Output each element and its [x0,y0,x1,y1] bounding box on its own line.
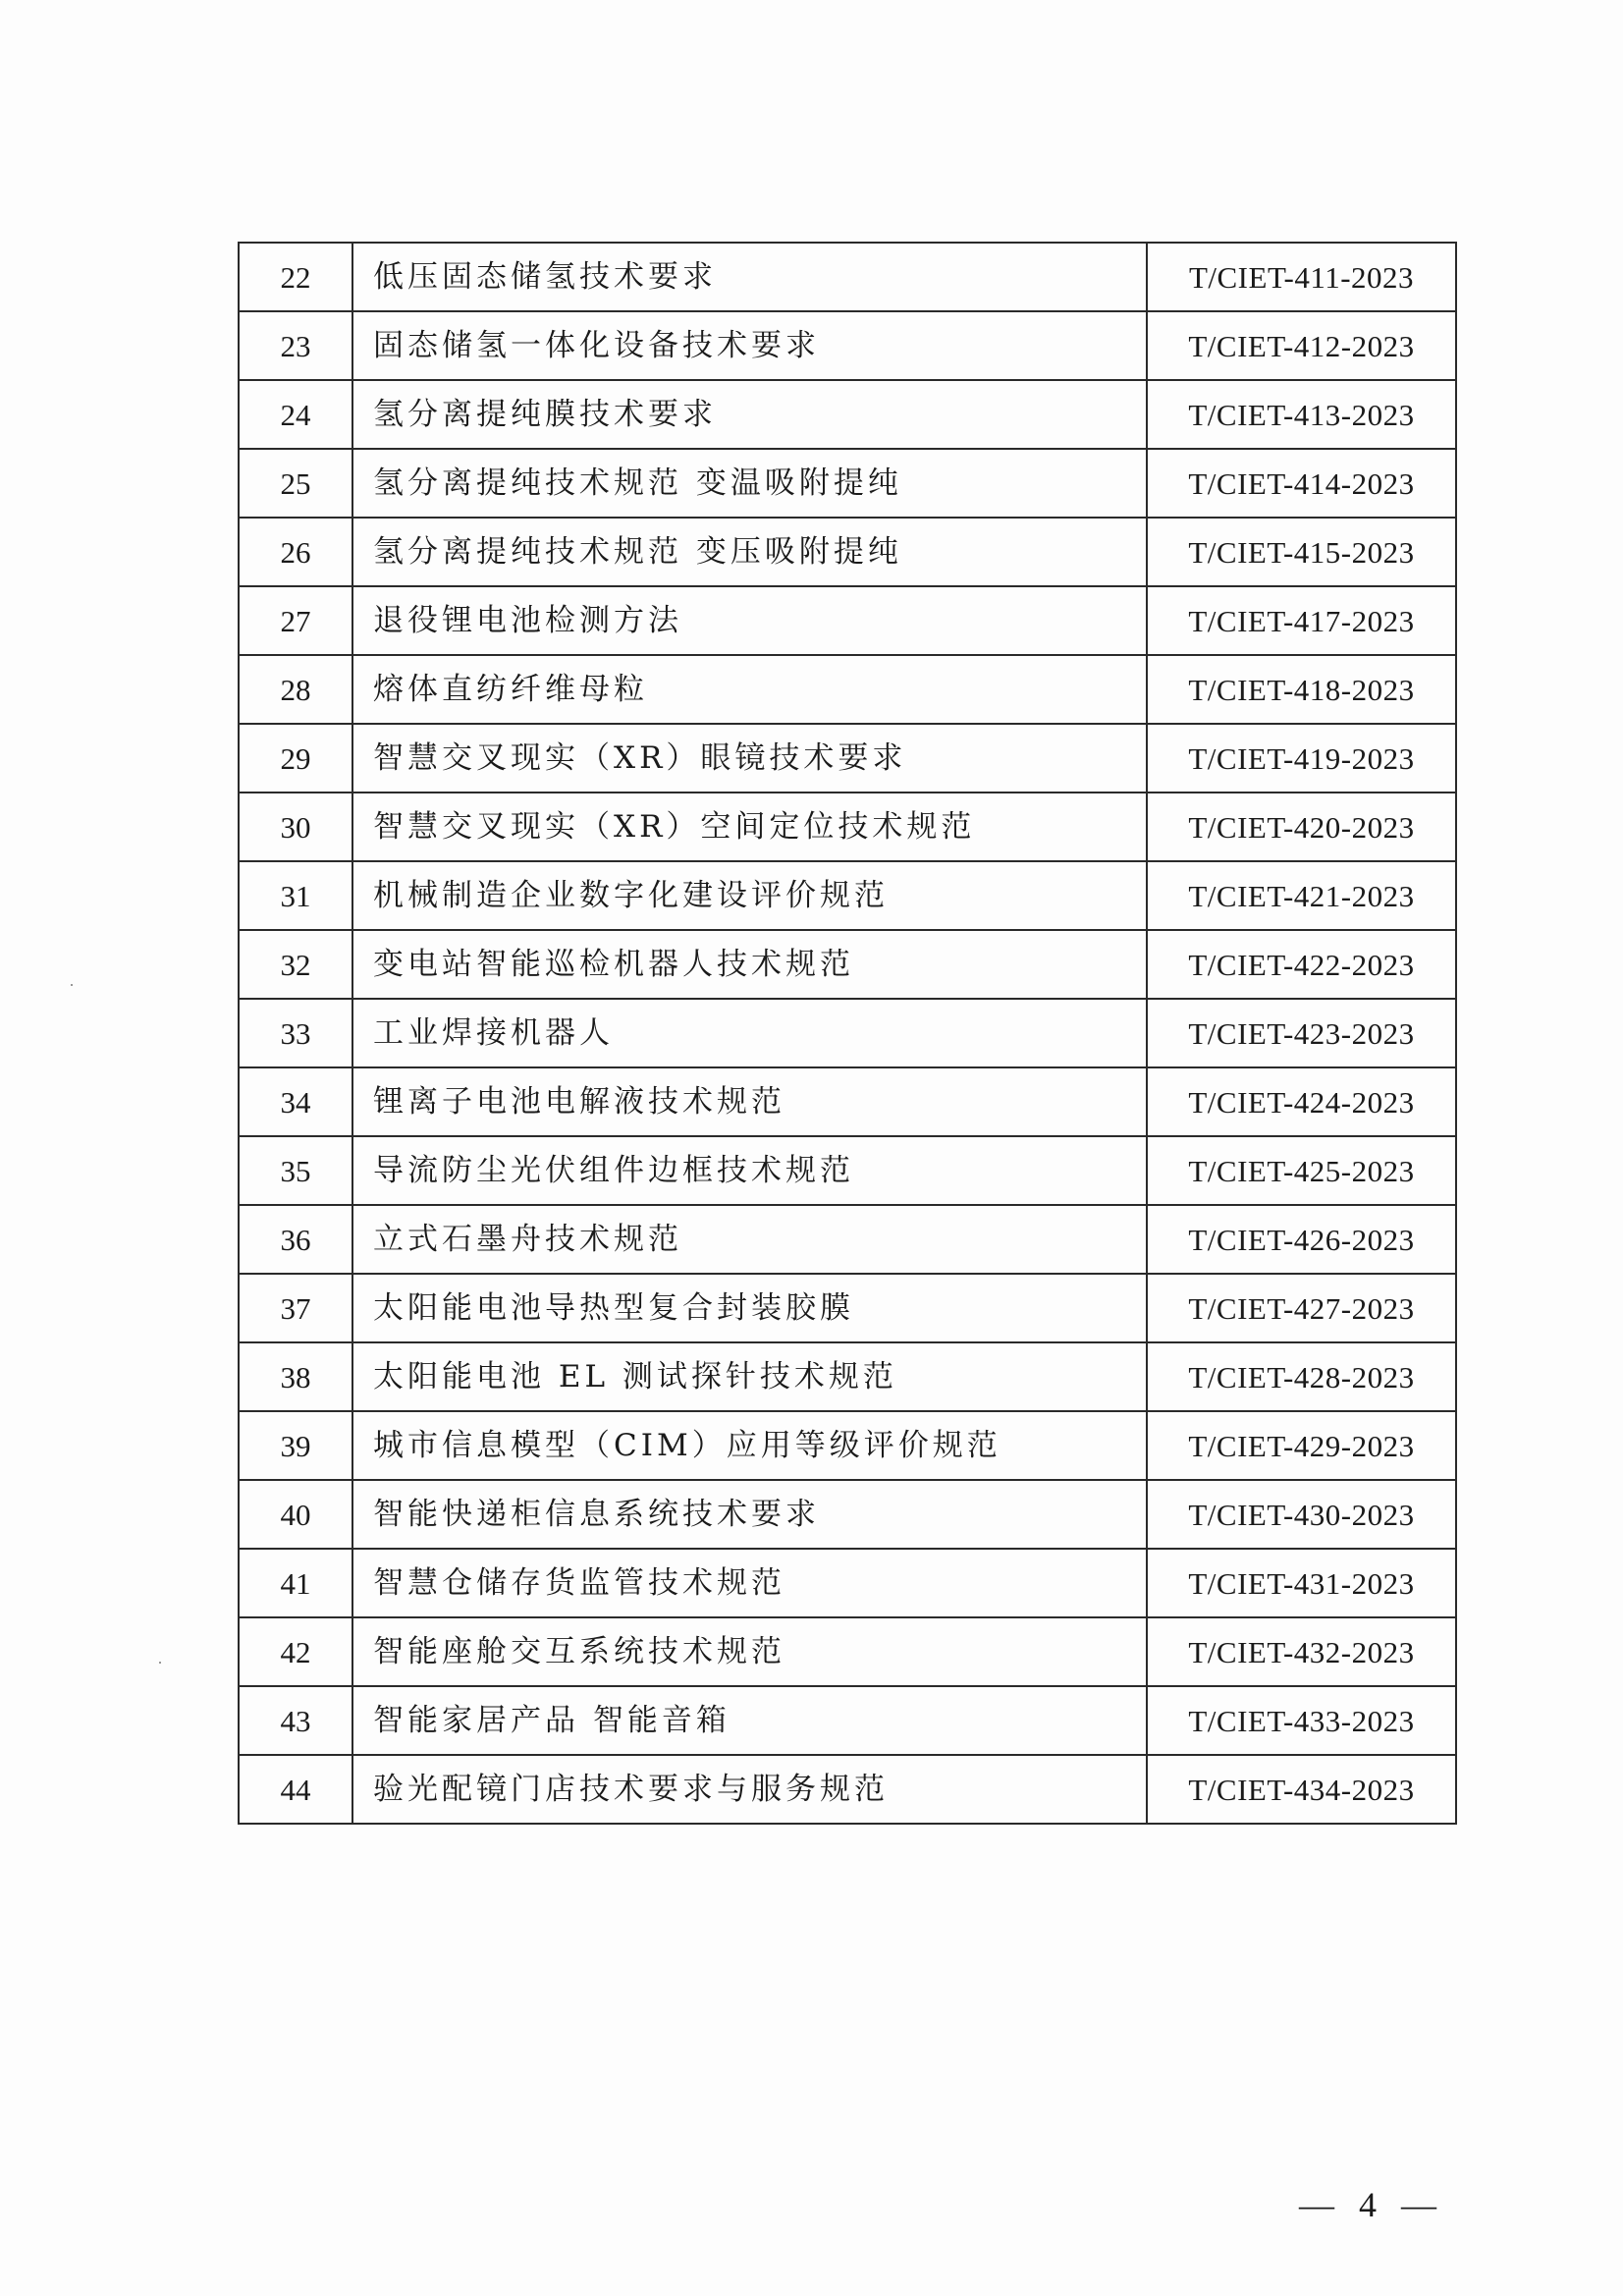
table-row [239,999,1456,1067]
standard-code: T/CIET-420-2023 [1147,793,1456,861]
standard-code: T/CIET-421-2023 [1147,861,1456,930]
standard-name: 氢分离提纯膜技术要求 [352,380,1147,449]
table-row [239,1686,1456,1755]
table-row [239,1549,1456,1617]
row-number: 26 [239,518,352,586]
table-row [239,449,1456,518]
standard-code: T/CIET-417-2023 [1147,586,1456,655]
row-number: 28 [239,655,352,724]
standard-name: 熔体直纺纤维母粒 [352,655,1147,724]
standard-name: 太阳能电池导热型复合封装胶膜 [352,1274,1147,1342]
table-row [239,1067,1456,1136]
table-row [239,1480,1456,1549]
standard-code: T/CIET-430-2023 [1147,1480,1456,1549]
row-number: 44 [239,1755,352,1824]
standard-code: T/CIET-429-2023 [1147,1411,1456,1480]
row-number: 32 [239,930,352,999]
row-number: 23 [239,311,352,380]
table-row [239,380,1456,449]
row-number: 24 [239,380,352,449]
scan-speck [159,1662,161,1664]
standard-name: 氢分离提纯技术规范 变压吸附提纯 [352,518,1147,586]
standard-name: 智慧仓储存货监管技术规范 [352,1549,1147,1617]
table-row [239,1617,1456,1686]
table-row [239,724,1456,793]
standard-name: 变电站智能巡检机器人技术规范 [352,930,1147,999]
standard-name: 智能家居产品 智能音箱 [352,1686,1147,1755]
standard-code: T/CIET-431-2023 [1147,1549,1456,1617]
standard-name: 智慧交叉现实（XR）眼镜技术要求 [352,724,1147,793]
table-row [239,930,1456,999]
standards-table [238,242,1457,1825]
table-row [239,1411,1456,1480]
row-number: 37 [239,1274,352,1342]
row-number: 38 [239,1342,352,1411]
standard-code: T/CIET-412-2023 [1147,311,1456,380]
standard-code: T/CIET-419-2023 [1147,724,1456,793]
table-row [239,793,1456,861]
standard-name: 氢分离提纯技术规范 变温吸附提纯 [352,449,1147,518]
standard-code: T/CIET-418-2023 [1147,655,1456,724]
standard-code: T/CIET-425-2023 [1147,1136,1456,1205]
standard-code: T/CIET-428-2023 [1147,1342,1456,1411]
row-number: 39 [239,1411,352,1480]
standard-name: 城市信息模型（CIM）应用等级评价规范 [352,1411,1147,1480]
row-number: 41 [239,1549,352,1617]
standard-name: 机械制造企业数字化建设评价规范 [352,861,1147,930]
table-row [239,861,1456,930]
standard-name: 智慧交叉现实（XR）空间定位技术规范 [352,793,1147,861]
table-row [239,243,1456,311]
row-number: 33 [239,999,352,1067]
row-number: 22 [239,243,352,311]
standard-name: 验光配镜门店技术要求与服务规范 [352,1755,1147,1824]
scan-speck [71,984,73,986]
standard-code: T/CIET-411-2023 [1147,243,1456,311]
standard-name: 固态储氢一体化设备技术要求 [352,311,1147,380]
standard-name: 立式石墨舟技术规范 [352,1205,1147,1274]
table-row [239,1205,1456,1274]
standard-code: T/CIET-426-2023 [1147,1205,1456,1274]
standard-name: 退役锂电池检测方法 [352,586,1147,655]
table-row [239,1136,1456,1205]
standard-code: T/CIET-434-2023 [1147,1755,1456,1824]
standard-name: 导流防尘光伏组件边框技术规范 [352,1136,1147,1205]
standard-code: T/CIET-423-2023 [1147,999,1456,1067]
standard-name: 工业焊接机器人 [352,999,1147,1067]
standard-name: 智能快递柜信息系统技术要求 [352,1480,1147,1549]
table-row [239,1274,1456,1342]
row-number: 25 [239,449,352,518]
row-number: 42 [239,1617,352,1686]
standard-code: T/CIET-422-2023 [1147,930,1456,999]
row-number: 43 [239,1686,352,1755]
row-number: 30 [239,793,352,861]
row-number: 27 [239,586,352,655]
row-number: 35 [239,1136,352,1205]
row-number: 36 [239,1205,352,1274]
standard-code: T/CIET-432-2023 [1147,1617,1456,1686]
standard-code: T/CIET-433-2023 [1147,1686,1456,1755]
row-number: 34 [239,1067,352,1136]
row-number: 29 [239,724,352,793]
table-row [239,1342,1456,1411]
standard-code: T/CIET-413-2023 [1147,380,1456,449]
standard-code: T/CIET-424-2023 [1147,1067,1456,1136]
page-number: — 4 — [1299,2185,1444,2224]
table-row [239,655,1456,724]
table-row [239,1755,1456,1824]
table-row [239,311,1456,380]
standard-name: 太阳能电池 EL 测试探针技术规范 [352,1342,1147,1411]
standard-code: T/CIET-427-2023 [1147,1274,1456,1342]
standard-name: 智能座舱交互系统技术规范 [352,1617,1147,1686]
standard-code: T/CIET-414-2023 [1147,449,1456,518]
table-row [239,586,1456,655]
standard-name: 低压固态储氢技术要求 [352,243,1147,311]
table-row [239,518,1456,586]
standard-name: 锂离子电池电解液技术规范 [352,1067,1147,1136]
row-number: 31 [239,861,352,930]
row-number: 40 [239,1480,352,1549]
standards-table-body [239,243,1456,1824]
standard-code: T/CIET-415-2023 [1147,518,1456,586]
